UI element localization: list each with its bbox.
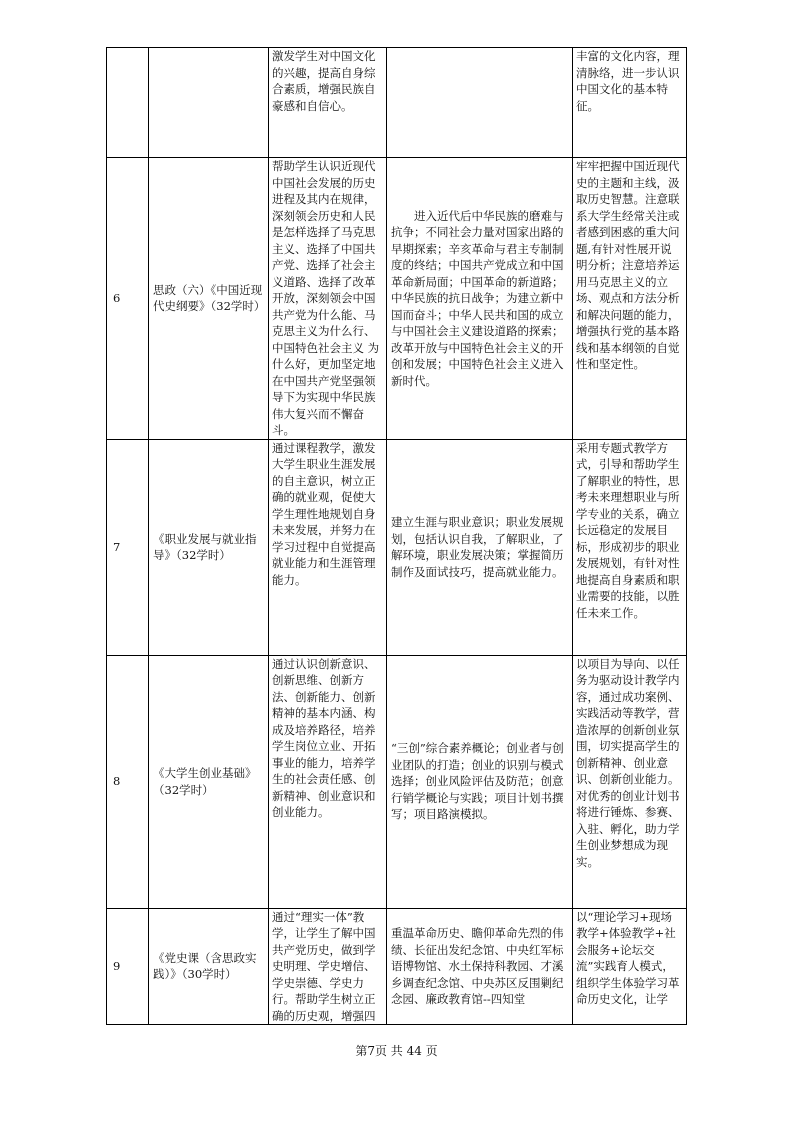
- course-requirements: 以“理论学习+现场教学+体验教学+社会服务+论坛交流”实践育人模式，组织学生体验学习革命历史文化，让学: [573, 908, 687, 1025]
- course-goal: 通过“理实一体”教学，让学生了解中国共产党历史，做到学史明理、学史增信、学史崇德、学史力行。帮助学生树立正确的历史观，增强四: [269, 908, 387, 1025]
- table-row: [107, 908, 687, 1025]
- course-goal: 帮助学生认识近现代中国社会发展的历史进程及其内在规律，深刻领会历史和人民是怎样选择了马克思主义、选择了中国共产党、选择了社会主义道路、选择了改革开放，深刻领会中国共产党为什么能、马克思主义为什么行、中国特色社会主义 为什么好，更加坚定地在中国共产党坚强领导下为实现中华民族伟大复兴而不懈奋斗。: [269, 158, 387, 440]
- course-requirements: 采用专题式教学方式，引导和帮助学生了解职业的特性，思考未来理想职业与所学专业的关系，确立长远稳定的发展目标，形成初步的职业发展规划，有针对性地提高自身素质和职业需要的技能，以胜任未来工作。: [573, 439, 687, 655]
- table-row: [107, 158, 687, 440]
- course-requirements: 丰富的文化内容，理清脉络，进一步认识中国文化的基本特征。: [573, 48, 687, 158]
- course-goal: 通过认识创新意识、创新思维、创新方法、创新能力、创新精神的基本内涵、构成及培养路径，培养学生岗位立业、开拓事业的能力，培养学生的社会责任感、创新精神、创业意识和创业能力。: [269, 655, 387, 908]
- course-number: 7: [107, 439, 149, 655]
- course-number: 8: [107, 655, 149, 908]
- course-name: [149, 48, 269, 158]
- course-content: 进入近代后中华民族的磨难与抗争；不同社会力量对国家出路的早期探索；辛亥革命与君主专制制度的终结；中国共产党成立和中国革命新局面；中国革命的新道路；中华民族的抗日战争；为建立新中国而奋斗；中华人民共和国的成立与中国社会主义建设道路的探索；改革开放与中国特色社会主义的开创和发展；中国特色社会主义进入新时代。: [387, 158, 573, 440]
- course-number: 6: [107, 158, 149, 440]
- course-requirements: 牢牢把握中国近现代史的主题和主线，汲取历史智慧。注意联系大学生经常关注或者感到困惑的重大问题,有针对性展开说明分析；注意培养运用马克思主义的立场、观点和方法分析和解决问题的能力，增强执行党的基本路线和基本纲领的自觉性和坚定性。: [573, 158, 687, 440]
- course-table: [106, 47, 687, 1025]
- table-row: [107, 439, 687, 655]
- course-goal: 激发学生对中国文化的兴趣，提高自身综合素质，增强民族自豪感和自信心。: [269, 48, 387, 158]
- table-row: [107, 655, 687, 908]
- course-number: 9: [107, 908, 149, 1025]
- table-row: [107, 48, 687, 158]
- course-number: [107, 48, 149, 158]
- course-name: 《党史课（含思政实践）》（30学时）: [149, 908, 269, 1025]
- course-name: 《大学生创业基础》（32学时）: [149, 655, 269, 908]
- course-name: 《职业发展与就业指导》（32学时）: [149, 439, 269, 655]
- course-content: 建立生涯与职业意识；职业发展规划，包括认识自我，了解职业，了解环境，职业发展决策；掌握简历制作及面试技巧，提高就业能力。: [387, 439, 573, 655]
- page-footer: 第7页 共 44 页: [355, 1044, 438, 1058]
- course-content: [387, 48, 573, 158]
- course-goal: 通过课程教学，激发大学生职业生涯发展的自主意识，树立正确的就业观，促使大学生理性地规划自身未来发展，并努力在学习过程中自觉提高就业能力和生涯管理能力。: [269, 439, 387, 655]
- course-requirements: 以项目为导向、以任务为驱动设计教学内容，通过成功案例、实践活动等教学，营造浓厚的创新创业氛围，切实提高学生的创新精神、创业意识、创新创业能力。对优秀的创业计划书将进行锤炼、参赛、入驻、孵化，助力学生创业梦想成为现实。: [573, 655, 687, 908]
- course-name: 思政（六）《中国近现代史纲要》（32学时）: [149, 158, 269, 440]
- course-content: “三创”综合素养概论；创业者与创业团队的打造；创业的识别与模式选择；创业风险评估及防范；创意行销学概论与实践；项目计划书撰写；项目路演模拟。: [387, 655, 573, 908]
- course-content: 重温革命历史、瞻仰革命先烈的伟绩、长征出发纪念馆、中央红军标语博物馆、水土保持科教园、才溪乡调查纪念馆、中央苏区反围剿纪念园、廉政教育馆--四知堂: [387, 908, 573, 1025]
